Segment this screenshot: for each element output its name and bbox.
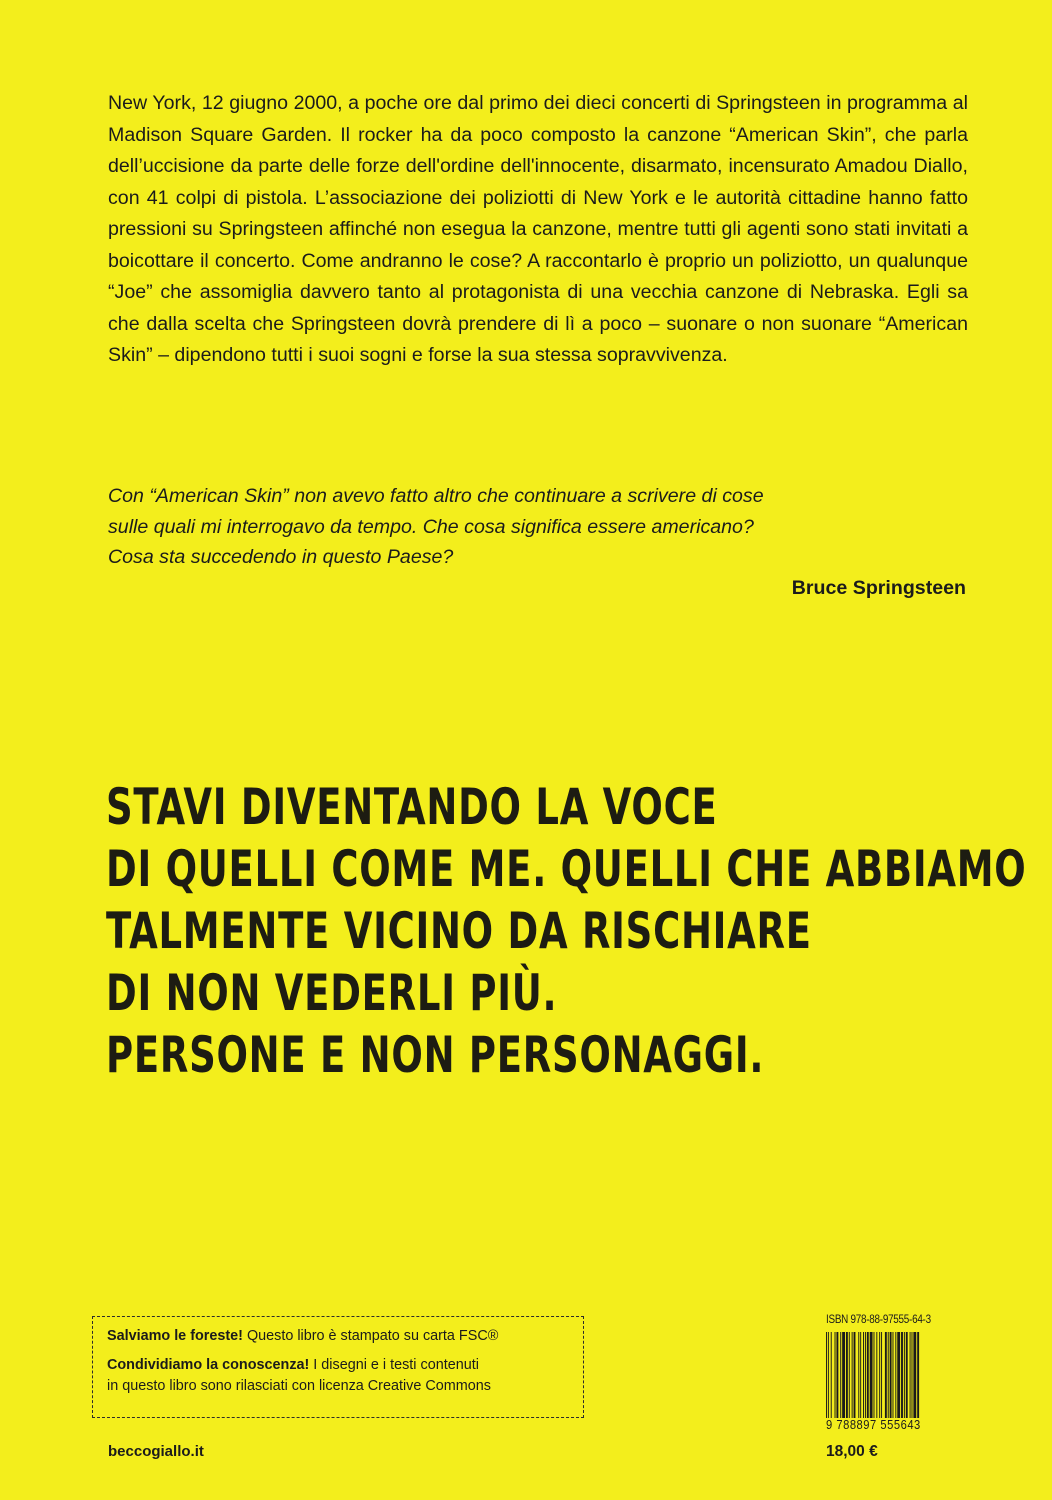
barcode-bar <box>828 1332 829 1418</box>
publisher-website: beccogiallo.it <box>108 1443 204 1460</box>
headline-block <box>106 776 1027 1086</box>
price: 18,00 € <box>826 1443 878 1460</box>
barcode-bar <box>879 1332 880 1418</box>
barcode-bar <box>904 1332 905 1418</box>
barcode-bar <box>890 1332 892 1418</box>
barcode-bar <box>917 1332 919 1418</box>
share-notice-bold: Condividiamo la conoscenza! <box>107 1357 310 1373</box>
quote-line: Cosa sta succedendo in questo Paese? <box>108 546 454 568</box>
quote-line: sulle quali mi interrogavo da tempo. Che cosa significa essere americano? <box>108 515 754 538</box>
barcode-bar <box>906 1332 908 1418</box>
ean-digits: 9 788897 555643 <box>826 1417 921 1432</box>
barcode-bar <box>826 1332 827 1418</box>
share-notice-text: I disegni e i testi contenuti <box>309 1357 479 1373</box>
barcode-bar <box>846 1332 848 1418</box>
license-notice-box <box>92 1316 584 1418</box>
isbn-label: ISBN 978-88-97555-64-3 <box>826 1314 931 1326</box>
barcode-bar <box>858 1332 859 1418</box>
barcode-bar <box>854 1332 856 1418</box>
barcode-bar <box>888 1332 889 1418</box>
synopsis-block <box>108 88 968 372</box>
barcode-bar <box>913 1332 916 1418</box>
barcode <box>826 1332 948 1418</box>
forests-notice <box>107 1326 571 1347</box>
barcode-bar <box>912 1332 913 1418</box>
barcode-bar <box>863 1332 864 1418</box>
barcode-bar <box>852 1332 853 1418</box>
barcode-bar <box>867 1332 869 1418</box>
quote-author: Bruce Springsteen <box>791 577 966 599</box>
headline-line: DI QUELLI COME ME. QUELLI CHE ABBIAMO <box>106 840 1027 898</box>
quote-line: Con “American Skin” non avevo fatto altro che continuare a scrivere di cose <box>108 485 764 507</box>
barcode-bar <box>842 1332 845 1418</box>
barcode-bar <box>910 1332 911 1418</box>
barcode-bar <box>836 1332 838 1418</box>
barcode-bar <box>831 1332 832 1418</box>
barcode-bar <box>885 1332 887 1418</box>
barcode-bar <box>881 1332 882 1418</box>
barcode-bar <box>897 1332 900 1418</box>
headline-line: PERSONE E NON PERSONAGGI. <box>106 1026 765 1084</box>
barcode-bar <box>893 1332 894 1418</box>
synopsis-paragraph: New York, 12 giugno 2000, a poche ore dal primo dei dieci concerti di Springsteen in programma al Madison Square Garden. Il rocker ha da poco composto la canzone “American Skin”, che parla dell’uccisione da parte delle forze dell'ordine dell'innocente, disarmato, incensurato Amadou Diallo, con 41 colpi di pistola. L’associazione dei poliziotti di New York e le autorità cittadine hanno fatto pressioni su Springsteen affinché non esegua la canzone, mentre tutti gli agenti sono stati invitati a boicottare il concerto. Come andranno le cose? A raccontarlo è proprio un poliziotto, un qualunque “Joe” che assomiglia davvero tanto al protagonista di una vecchia canzone di Nebraska. Egli sa che dalla scelta che Springsteen dovrà prendere di lì a poco – suonare o non suonare “American Skin” – dipendono tutti i suoi sogni e forse la sua stessa sopravvivenza. <box>108 92 968 366</box>
share-notice-line-2: in questo libro sono rilasciati con licenza Creative Commons <box>107 1378 491 1394</box>
barcode-bar <box>876 1332 877 1418</box>
barcode-bar <box>860 1332 861 1418</box>
headline-line: STAVI DIVENTANDO LA VOCE <box>106 778 718 836</box>
barcode-bar <box>901 1332 903 1418</box>
share-notice <box>107 1355 571 1376</box>
barcode-bar <box>840 1332 841 1418</box>
barcode-bar <box>874 1332 875 1418</box>
barcode-bar <box>835 1332 836 1418</box>
headline-line: DI NON VEDERLI PIÙ. <box>106 964 558 1022</box>
forests-notice-bold: Salviamo le foreste! <box>107 1328 243 1344</box>
isbn-barcode-block <box>826 1314 948 1436</box>
headline-line: TALMENTE VICINO DA RISCHIARE <box>106 902 812 960</box>
forests-notice-text: Questo libro è stampato su carta FSC® <box>242 1328 499 1344</box>
barcode-bar <box>895 1332 896 1418</box>
barcode-bar <box>849 1332 850 1418</box>
barcode-bar <box>865 1332 866 1418</box>
barcode-bar <box>870 1332 873 1418</box>
author-quote <box>108 481 968 599</box>
